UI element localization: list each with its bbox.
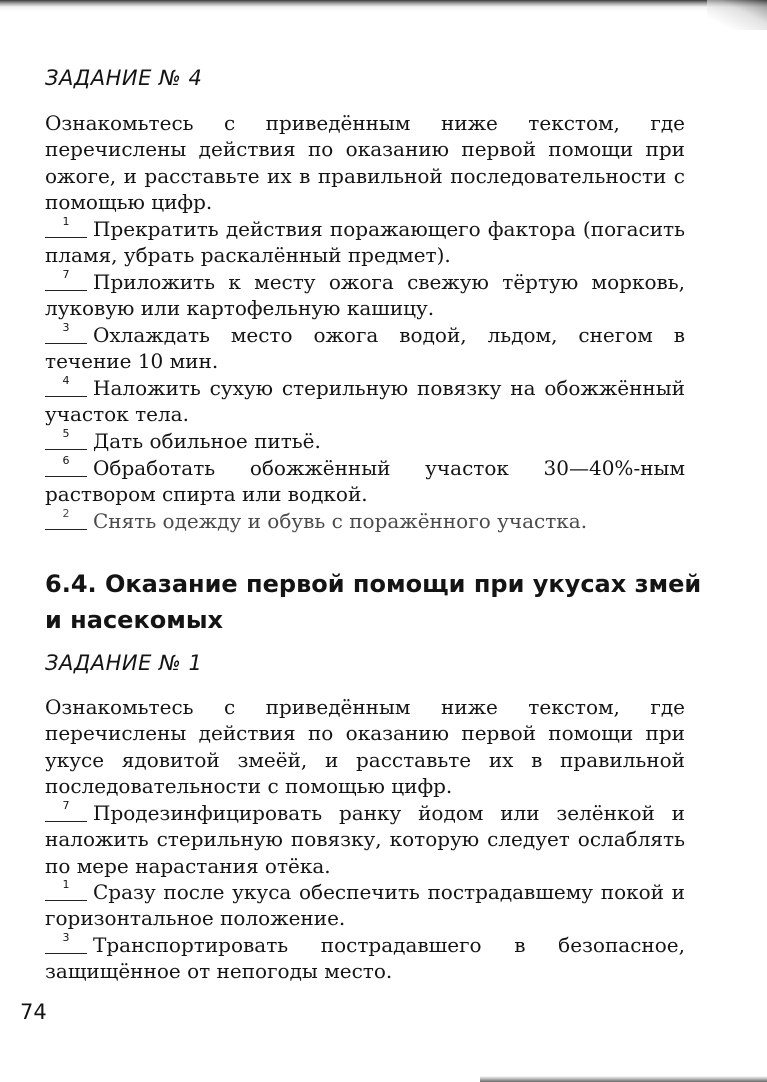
answer-blank[interactable] bbox=[45, 509, 87, 530]
task4-intro: Ознакомьтесь с приведённым ниже текстом, где перечислены действия по оказанию первой помощи при ожоге, и расставьте их в правильной последовательности с помощью цифр. bbox=[45, 111, 685, 214]
item-text: Обработать обожжённый участок 30—40%-ным раствором спирта или водкой. bbox=[45, 456, 685, 507]
item-text: Дать обильное питьё. bbox=[93, 429, 321, 453]
answer-number: 1 bbox=[62, 878, 70, 891]
item-text: Наложить сухую стерильную повязку на обожжённый участок тела. bbox=[45, 376, 685, 427]
scan-edge-top bbox=[0, 0, 767, 22]
answer-blank[interactable] bbox=[45, 323, 87, 344]
task4-item-4 bbox=[45, 375, 685, 428]
answer-number: 7 bbox=[62, 799, 70, 812]
answer-number: 3 bbox=[62, 321, 70, 334]
section-title: 6.4. Оказание первой помощи при укусах змей и насекомых bbox=[45, 570, 702, 634]
answer-blank[interactable] bbox=[45, 270, 87, 291]
answer-blank[interactable] bbox=[45, 801, 87, 822]
item-text: Сразу после укуса обеспечить пострадавшему покой и горизонтальное положение. bbox=[45, 880, 685, 931]
task4-item-6 bbox=[45, 455, 685, 508]
answer-blank[interactable] bbox=[45, 933, 87, 954]
answer-number: 4 bbox=[62, 374, 70, 387]
answer-blank[interactable] bbox=[45, 217, 87, 238]
item-text: Приложить к месту ожога свежую тёртую морковь, луковую или картофельную кашицу. bbox=[45, 270, 685, 321]
answer-number: 6 bbox=[62, 454, 70, 467]
answer-number: 7 bbox=[62, 268, 70, 281]
task4-item-3 bbox=[45, 322, 685, 375]
page-number: 74 bbox=[20, 1000, 47, 1024]
task1-heading: ЗАДАНИЕ № 1 bbox=[45, 651, 203, 675]
item-text: Транспортировать пострадавшего в безопасное, защищённое от непогоды место. bbox=[45, 933, 685, 984]
answer-number: 5 bbox=[62, 427, 70, 440]
task1-item-3 bbox=[45, 932, 685, 985]
task1-item-2 bbox=[45, 879, 685, 932]
item-text: Прекратить действия поражающего фактора (погасить пламя, убрать раскалённый предмет). bbox=[45, 217, 685, 268]
answer-blank[interactable] bbox=[45, 429, 87, 450]
answer-number: 2 bbox=[62, 507, 70, 520]
item-text: Снять одежду и обувь с поражённого участка. bbox=[93, 509, 588, 533]
item-text: Охлаждать место ожога водой, льдом, снегом в течение 10 мин. bbox=[45, 323, 685, 374]
item-text: Продезинфицировать ранку йодом или зелёнкой и наложить стерильную повязку, которую следует ослаблять по мере нарастания отёка. bbox=[45, 801, 685, 878]
task1-item-1 bbox=[45, 800, 685, 879]
task4-item-7 bbox=[45, 508, 685, 534]
answer-number: 1 bbox=[62, 215, 70, 228]
task4-item-1 bbox=[45, 216, 685, 269]
answer-number: 3 bbox=[62, 931, 70, 944]
answer-blank[interactable] bbox=[45, 376, 87, 397]
answer-blank[interactable] bbox=[45, 880, 87, 901]
answer-blank[interactable] bbox=[45, 456, 87, 477]
task4-item-5 bbox=[45, 428, 685, 454]
task4-heading: ЗАДАНИЕ № 4 bbox=[45, 66, 203, 90]
scan-edge-bottom bbox=[480, 1076, 767, 1082]
task1-intro: Ознакомьтесь с приведённым ниже текстом, где перечислены действия по оказанию первой помощи при укусе ядовитой змеёй, и расставьте их в правильной последовательности с помощью цифр. bbox=[45, 695, 685, 798]
task4-item-2 bbox=[45, 269, 685, 322]
scan-edge-corner bbox=[707, 0, 767, 30]
